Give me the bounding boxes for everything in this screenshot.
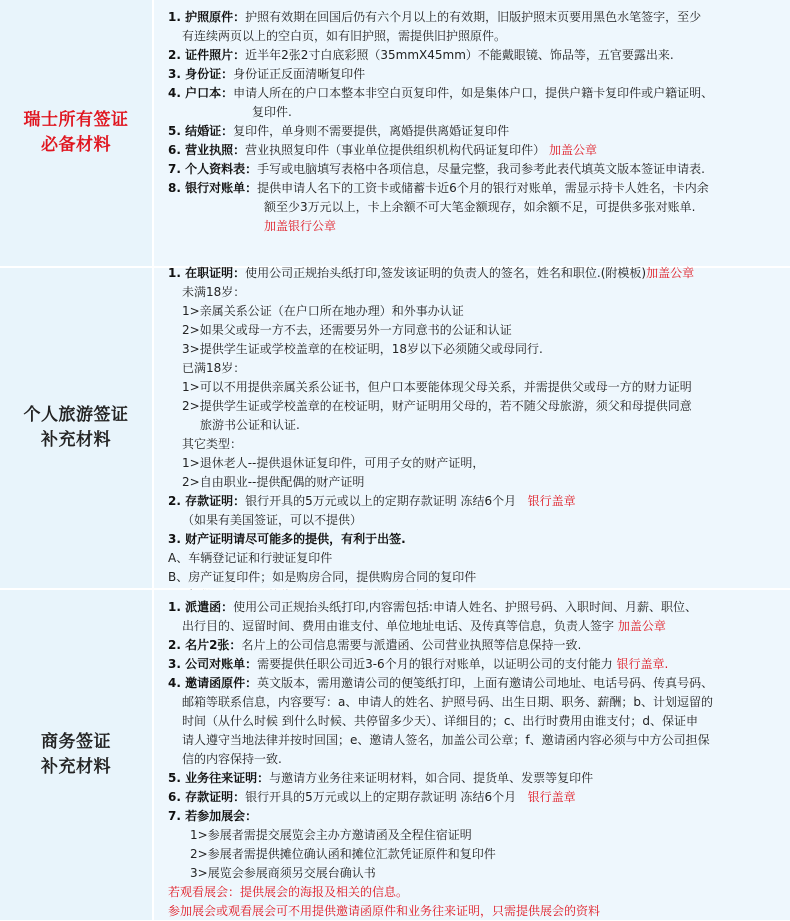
- list-item: [168, 8, 782, 27]
- list-item-continuation: [168, 693, 782, 712]
- section-title-panel: [0, 268, 152, 588]
- sub-item: [168, 568, 782, 587]
- section-required-materials: [0, 0, 790, 268]
- item-label: 6. 存款证明：: [168, 790, 246, 804]
- list-item: [168, 160, 782, 179]
- section-title-panel: [0, 590, 152, 920]
- item-text: 近半年2张2寸白底彩照（35mmX45mm）不能戴眼镜、饰品等，五官要露出来.: [245, 48, 674, 62]
- list-item: [168, 65, 782, 84]
- item-text: 身份证正反面清晰复印件: [233, 67, 366, 81]
- sub-item: [168, 302, 782, 321]
- sub-item: [168, 378, 782, 397]
- sub-item-continuation: [168, 416, 782, 435]
- list-item: [168, 179, 782, 198]
- item-label: 2. 存款证明：: [168, 494, 246, 508]
- list-item: [168, 674, 782, 693]
- item-text: 2>参展者需提供摊位确认函和摊位汇款凭证原件和复印件: [190, 847, 496, 861]
- sub-item: [168, 845, 782, 864]
- section-title-panel: [0, 0, 152, 266]
- item-text: 若观看展会：提供展会的海报及相关的信息。: [168, 885, 409, 899]
- item-text: 名片上的公司信息需要与派遣函、公司营业执照等信息保持一致.: [241, 638, 582, 652]
- section-tourist-materials: [0, 268, 790, 590]
- item-label: 1. 派遣函：: [168, 600, 234, 614]
- list-item-continuation: [168, 27, 782, 46]
- stamp-note: 加盖银行公章: [264, 219, 337, 233]
- sub-heading: [168, 359, 782, 378]
- item-text: 3>提供学生证或学校盖章的在校证明，18岁以下必须随父或母同行.: [182, 342, 543, 356]
- item-label: 5. 业务往来证明：: [168, 771, 270, 785]
- item-label: 5. 结婚证：: [168, 124, 234, 138]
- item-text: 参加展会或观看展会可不用提供邀请函原件和业务往来证明，只需提供展会的资料: [168, 904, 601, 918]
- item-label: 3. 财产证明请尽可能多的提供，有利于出签.: [168, 532, 406, 546]
- sub-item: [168, 321, 782, 340]
- section-title-line: 补充材料: [41, 430, 111, 450]
- sub-item: [168, 473, 782, 492]
- list-item: [168, 807, 782, 826]
- item-text: 营业执照复印件（事业单位提供组织机构代码证复印件）: [245, 143, 546, 157]
- item-text: 其它类型：: [182, 437, 243, 451]
- item-text: 3>展览会参展商须另交展台确认书: [190, 866, 376, 880]
- list-item: [168, 769, 782, 788]
- item-text: 复印件.: [252, 105, 292, 119]
- item-label: 2. 名片2张：: [168, 638, 242, 652]
- item-label: 8. 银行对账单：: [168, 181, 258, 195]
- sub-item: [168, 340, 782, 359]
- list-item-continuation: [168, 511, 782, 530]
- item-text: 未满18岁：: [182, 285, 246, 299]
- item-text: 与邀请方业务往来证明材料，如合同、提货单、发票等复印件: [269, 771, 594, 785]
- section-title: [24, 403, 129, 453]
- list-item: [168, 46, 782, 65]
- stamp-note: 银行盖章: [527, 790, 576, 804]
- item-label: 6. 营业执照：: [168, 143, 246, 157]
- list-item: [168, 530, 782, 549]
- list-item-continuation: [168, 731, 782, 750]
- section-title-line: 补充材料: [41, 757, 111, 777]
- item-text: 1>亲属关系公证（在户口所在地办理）和外事办认证: [182, 304, 464, 318]
- item-text: 1>参展者需提交展览会主办方邀请函及全程住宿证明: [190, 828, 472, 842]
- section-title-line: 必备材料: [41, 135, 111, 155]
- item-text: 已满18岁：: [182, 361, 246, 375]
- item-text: 时间（从什么时候 到什么时候、共停留多少天）、详细目的；c、出行时费用由谁支付；d、保证申: [182, 714, 699, 728]
- item-label: 1. 护照原件：: [168, 10, 246, 24]
- item-label: 4. 邀请函原件：: [168, 676, 258, 690]
- list-item-continuation: [168, 617, 782, 636]
- item-text: 需要提供任职公司近3-6个月的银行对账单，以证明公司的支付能力: [257, 657, 613, 671]
- list-item-continuation: [168, 217, 782, 236]
- item-text: A、车辆登记证和行驶证复印件: [168, 551, 333, 565]
- item-text: 1>退休老人--提供退休证复印件，可用子女的财产证明，: [182, 456, 485, 470]
- section-content-panel: [154, 268, 790, 588]
- item-text: 银行开具的5万元或以上的定期存款证明 冻结6个月: [245, 494, 517, 508]
- item-text: 2>自由职业--提供配偶的财产证明: [182, 475, 365, 489]
- item-text: 信的内容保持一致.: [182, 752, 282, 766]
- item-label: 2. 证件照片：: [168, 48, 246, 62]
- sub-item: [168, 397, 782, 416]
- section-business-materials: [0, 590, 790, 920]
- item-text: 有连续两页以上的空白页，如有旧护照，需提供旧护照原件。: [182, 29, 507, 43]
- item-label: 4. 户口本：: [168, 86, 234, 100]
- item-text: 额至少3万元以上，卡上余额不可大笔金额现存，如余额不足，可提供多张对账单.: [264, 200, 696, 214]
- list-item-continuation: [168, 103, 782, 122]
- section-title-line: 个人旅游签证: [23, 405, 129, 425]
- item-label: 1. 在职证明：: [168, 266, 246, 280]
- stamp-note: 银行盖章.: [616, 657, 669, 671]
- list-item: [168, 636, 782, 655]
- highlight-note: [168, 883, 782, 902]
- item-text: 使用公司正规抬头纸打印,内容需包括:申请人姓名、护照号码、入职时间、月薪、职位、: [233, 600, 697, 614]
- requirements-list: [168, 264, 782, 606]
- sub-item: [168, 826, 782, 845]
- item-text: 申请人所在的户口本整本非空白页复印件，如是集体户口，提供户籍卡复印件或户籍证明、: [233, 86, 714, 100]
- highlight-note: [168, 902, 782, 921]
- stamp-note: 银行盖章: [527, 494, 576, 508]
- list-item: [168, 84, 782, 103]
- item-text: 2>提供学生证或学校盖章的在校证明，财产证明用父母的，若不随父母旅游，须父和母提供同意: [182, 399, 692, 413]
- sub-item: [168, 454, 782, 473]
- requirements-list: [168, 598, 782, 921]
- item-text: 1>可以不用提供亲属关系公证书，但户口本要能体现父母关系，并需提供父或母一方的财力证明: [182, 380, 692, 394]
- section-title: [24, 108, 129, 158]
- item-text: （如果有美国签证，可以不提供）: [182, 513, 363, 527]
- item-text: 旅游书公证和认证.: [200, 418, 300, 432]
- sub-heading: [168, 283, 782, 302]
- list-item: [168, 122, 782, 141]
- item-label: 7. 若参加展会：: [168, 809, 258, 823]
- list-item: [168, 492, 782, 511]
- stamp-note: 加盖公章: [646, 266, 695, 280]
- requirements-list: [168, 8, 782, 236]
- item-text: 出行目的、逗留时间、费用由谁支付、单位地址电话、及传真等信息，负责人签字: [182, 619, 615, 633]
- item-text: 手写或电脑填写表格中各项信息，尽量完整，我司参考此表代填英文版本签证申请表.: [257, 162, 705, 176]
- item-text: 英文版本，需用邀请公司的便笺纸打印，上面有邀请公司地址、电话号码、传真号码、: [257, 676, 714, 690]
- item-text: 复印件，单身则不需要提供，离婚提供离婚证复印件: [233, 124, 510, 138]
- item-text: 银行开具的5万元或以上的定期存款证明 冻结6个月: [245, 790, 517, 804]
- section-title-line: 瑞士所有签证: [23, 110, 129, 130]
- item-text: 提供申请人名下的工资卡或储蓄卡近6个月的银行对账单，需显示持卡人姓名，卡内余: [257, 181, 709, 195]
- item-label: 7. 个人资料表：: [168, 162, 258, 176]
- sub-item: [168, 549, 782, 568]
- stamp-note: 加盖公章: [548, 143, 597, 157]
- list-item: [168, 141, 782, 160]
- item-label: 3. 公司对账单：: [168, 657, 258, 671]
- list-item: [168, 788, 782, 807]
- stamp-note: 加盖公章: [617, 619, 666, 633]
- list-item: [168, 598, 782, 617]
- list-item-continuation: [168, 198, 782, 217]
- section-title: [41, 730, 111, 780]
- item-text: 请人遵守当地法律并按时回国；e、邀请人签名，加盖公司公章；f、邀请函内容必须与中方公司担保: [182, 733, 710, 747]
- item-text: 邮箱等联系信息，内容要写：a、申请人的姓名、护照号码、出生日期、职务、薪酬；b、计划逗留的: [182, 695, 713, 709]
- item-text: 护照有效期在回国后仍有六个月以上的有效期，旧版护照末页要用黑色水笔签字，至少: [245, 10, 702, 24]
- item-text: 使用公司正规抬头纸打印,签发该证明的负责人的签名，姓名和职位.(附模板): [245, 266, 647, 280]
- section-title-line: 商务签证: [41, 732, 111, 752]
- list-item: [168, 264, 782, 283]
- list-item: [168, 655, 782, 674]
- list-item-continuation: [168, 750, 782, 769]
- item-text: B、房产证复印件；如是购房合同，提供购房合同的复印件: [168, 570, 477, 584]
- section-content-panel: [154, 0, 790, 266]
- sub-item: [168, 864, 782, 883]
- section-content-panel: [154, 590, 790, 920]
- item-text: 2>如果父或母一方不去，还需要另外一方同意书的公证和认证: [182, 323, 512, 337]
- list-item-continuation: [168, 712, 782, 731]
- item-label: 3. 身份证：: [168, 67, 234, 81]
- sub-heading: [168, 435, 782, 454]
